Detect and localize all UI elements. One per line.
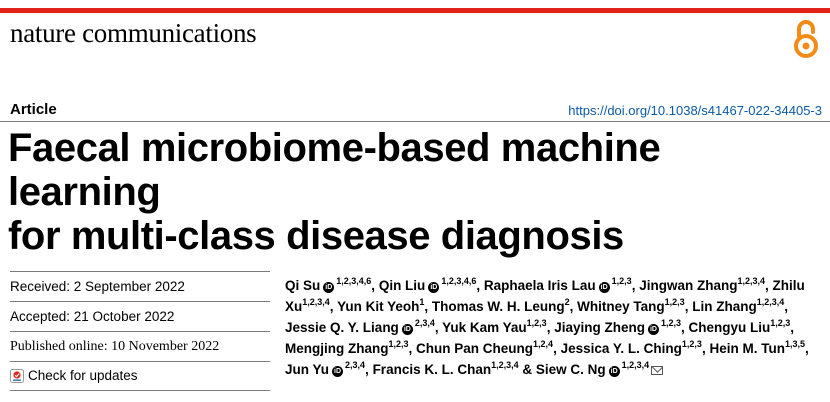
author-affiliations: 2,3,4 bbox=[414, 318, 435, 328]
published-date: Published online: 10 November 2022 bbox=[10, 331, 270, 361]
orcid-icon[interactable]: iD bbox=[334, 368, 342, 375]
orcid-icon[interactable]: iD bbox=[325, 284, 333, 291]
author-name-text: Jun Yu bbox=[285, 362, 330, 377]
author-name[interactable] bbox=[285, 341, 409, 356]
author-affiliations: 1,2,3 bbox=[664, 297, 685, 307]
author-affiliations: 1,2,3 bbox=[388, 339, 409, 349]
author-affiliations: 1,2,3,4 bbox=[621, 360, 650, 370]
orcid-icon[interactable]: iD bbox=[403, 326, 411, 333]
author-name-text: Jessie Q. Y. Liang bbox=[285, 320, 399, 335]
author-name[interactable] bbox=[373, 362, 519, 377]
author-affiliations: 1,2,3 bbox=[681, 339, 702, 349]
author-name[interactable] bbox=[484, 278, 632, 293]
author-name-text: Hein M. Tun bbox=[709, 341, 785, 356]
accepted-date: Accepted: 21 October 2022 bbox=[10, 301, 270, 331]
author-name[interactable] bbox=[416, 341, 553, 356]
author-name[interactable] bbox=[432, 299, 570, 314]
journal-name: nature communications bbox=[10, 18, 257, 48]
author-name[interactable] bbox=[692, 299, 784, 314]
author-name[interactable] bbox=[285, 320, 435, 335]
author-name-text: Qin Liu bbox=[378, 278, 426, 293]
author-affiliations: 1 bbox=[419, 297, 425, 307]
author-name-text: Jiaying Zheng bbox=[554, 320, 645, 335]
check-updates-icon bbox=[10, 369, 24, 383]
author-name[interactable] bbox=[639, 278, 765, 293]
author-name-text: Yun Kit Yeoh bbox=[337, 299, 420, 314]
author-list: Qi Su iD$^{1,2,3,4,6}$, Qin Liu iD$^{1,2,3,4,6}$, Raphaela Iris Lau iD$^{1,2,3}$, Jingwan Zhang$^{1,2,3,4}$, Zhilu Xu$^{1,2,3,4}$, Yun Kit Yeoh$^1$, Thomas W. H. Leung$^2$, Whitney Tang$^{1,2,3}$, Lin Zhang$^{1,2,3,4}$, Jessie Q. Y. Liang iD$^{2,3,4}$, Yuk Kam Yau$^{1,2,3}$, Jiaying Zheng iD$^{1,2,3}$, Chengyu Liu$^{1,2,3}$, Mengjing Zhang$^{1,2,3}$, Chun Pan Cheung$^{1,2,4}$, Jessica Y. L. Ching$^{1,2,3}$, Hein M. Tun$^{1,3,5}$, Jun Yu iD$^{2,3,4}$, Francis K. L. Chan$^{1,2,3,4}$ & Siew C. Ng iD$^{1,2,3,4}$ bbox=[285, 276, 809, 377]
author-name[interactable] bbox=[554, 320, 681, 335]
author-name-text: Lin Zhang bbox=[692, 299, 757, 314]
author-affiliations: 1,2,3 bbox=[526, 318, 547, 328]
author-name[interactable] bbox=[442, 320, 547, 335]
open-access-icon[interactable] bbox=[790, 18, 822, 60]
author-affiliations: 2,3,4 bbox=[345, 360, 366, 370]
author-name-text: Chengyu Liu bbox=[688, 320, 771, 335]
author-name[interactable] bbox=[577, 299, 685, 314]
received-date: Received: 2 September 2022 bbox=[10, 271, 270, 301]
article-dates bbox=[10, 271, 270, 391]
author-affiliations: 1,2,3,4,6 bbox=[441, 276, 477, 286]
author-name-text: Francis K. L. Chan bbox=[372, 362, 492, 377]
author-affiliations: 1,2,3,4 bbox=[756, 297, 785, 307]
author-affiliations: 1,2,3 bbox=[770, 318, 791, 328]
author-name-text: Qi Su bbox=[285, 278, 321, 293]
author-affiliations: 1,2,3,4 bbox=[302, 297, 330, 307]
author-name[interactable] bbox=[379, 278, 477, 293]
title-line-2: for multi-class disease diagnosis bbox=[8, 214, 624, 258]
author-name-text: Siew C. Ng bbox=[535, 362, 606, 377]
author-name[interactable] bbox=[536, 362, 663, 377]
author-name[interactable] bbox=[561, 341, 702, 356]
author-name-text: Zhilu Xu bbox=[285, 278, 805, 314]
orcid-icon[interactable]: iD bbox=[600, 284, 608, 291]
orcid-icon[interactable]: iD bbox=[430, 284, 438, 291]
author-name-text: Jessica Y. L. Ching bbox=[560, 341, 682, 356]
author-name-text: Jingwan Zhang bbox=[639, 278, 738, 293]
header-divider bbox=[0, 121, 830, 122]
check-for-updates-button[interactable] bbox=[10, 361, 270, 391]
author-affiliations: 1,2,4 bbox=[533, 339, 554, 349]
check-updates-label: Check for updates bbox=[28, 368, 138, 383]
article-type: Article bbox=[10, 101, 57, 118]
orcid-icon[interactable]: iD bbox=[610, 368, 618, 375]
title-line-1: Faecal microbiome-based machine learning bbox=[8, 126, 661, 214]
author-name-text: Whitney Tang bbox=[577, 299, 665, 314]
author-name[interactable] bbox=[689, 320, 791, 335]
author-name[interactable] bbox=[285, 362, 365, 377]
email-icon[interactable] bbox=[651, 366, 663, 375]
author-name-text: Thomas W. H. Leung bbox=[431, 299, 565, 314]
author-affiliations: 1,2,3,4 bbox=[737, 276, 765, 286]
author-affiliations: 1,3,5 bbox=[784, 339, 805, 349]
author-name-text: Raphaela Iris Lau bbox=[483, 278, 596, 293]
author-name-text: Mengjing Zhang bbox=[285, 341, 389, 356]
author-name-text: Yuk Kam Yau bbox=[442, 320, 527, 335]
orcid-icon[interactable]: iD bbox=[649, 326, 657, 333]
doi-link[interactable]: https://doi.org/10.1038/s41467-022-34405-3 bbox=[568, 103, 822, 118]
author-affiliations: 2 bbox=[564, 297, 570, 307]
author-joiner: & bbox=[518, 362, 533, 377]
author-name[interactable] bbox=[709, 341, 805, 356]
author-affiliations: 1,2,3 bbox=[660, 318, 681, 328]
author-name[interactable] bbox=[337, 299, 424, 314]
author-name-text: Chun Pan Cheung bbox=[416, 341, 534, 356]
article-title bbox=[8, 126, 823, 258]
author-name[interactable] bbox=[285, 278, 371, 293]
author-affiliations: 1,2,3 bbox=[611, 276, 632, 286]
author-affiliations: 1,2,3,4,6 bbox=[336, 276, 372, 286]
journal-accent-bar bbox=[0, 8, 830, 13]
author-affiliations: 1,2,3,4 bbox=[491, 360, 519, 370]
